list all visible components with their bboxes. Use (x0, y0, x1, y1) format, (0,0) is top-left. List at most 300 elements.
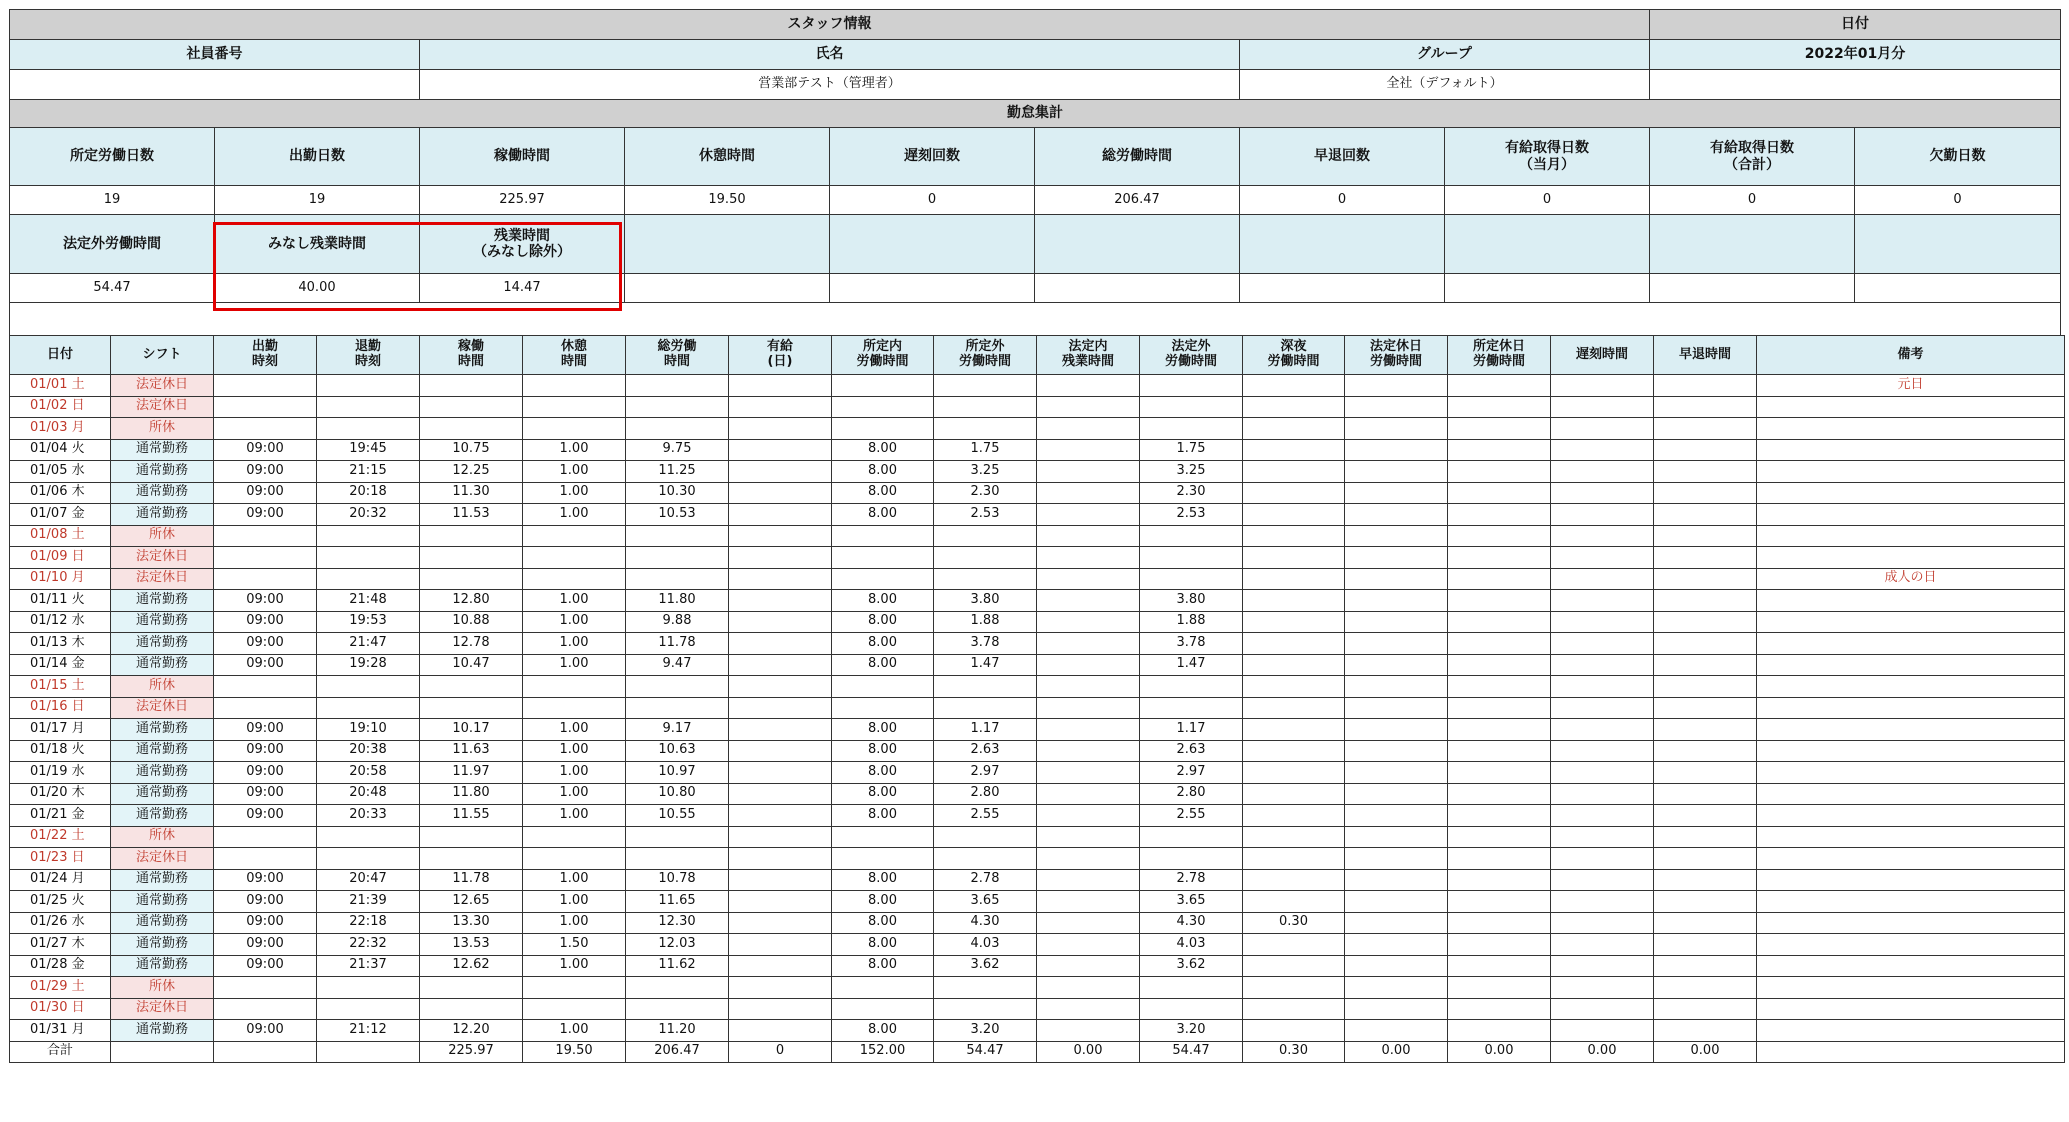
table-row (10, 955, 2065, 977)
late-time-cell (1551, 805, 1654, 827)
night-hours-cell (1243, 676, 1345, 698)
date-cell: 01/02 日 (10, 396, 111, 418)
regular-hours-cell: 8.00 (832, 1020, 934, 1042)
night-hours-cell (1243, 977, 1345, 999)
regular-holiday-hours-cell (1448, 805, 1551, 827)
name-label: 氏名 (420, 40, 1240, 70)
name-value: 営業部テスト（管理者） (420, 70, 1240, 100)
legal-overtime-cell (1037, 805, 1140, 827)
table-row (10, 998, 2065, 1020)
legal-holiday-hours-cell (1345, 396, 1448, 418)
extra-legal-hours-cell: 3.65 (1140, 891, 1243, 913)
clock-in-cell: 09:00 (214, 590, 317, 612)
regular-holiday-hours-cell (1448, 783, 1551, 805)
date-cell: 01/16 日 (10, 697, 111, 719)
night-hours-cell (1243, 547, 1345, 569)
regular-holiday-hours-cell (1448, 998, 1551, 1020)
summary-value: 40.00 (215, 274, 420, 303)
total-hours-cell (626, 697, 729, 719)
late-time-cell (1551, 998, 1654, 1020)
summary-label: 有給取得日数 （当月） (1445, 128, 1650, 186)
date-cell: 01/05 水 (10, 461, 111, 483)
extra-legal-hours-cell: 1.17 (1140, 719, 1243, 741)
extra-legal-hours-cell (1140, 826, 1243, 848)
summary-value: 19 (10, 186, 215, 215)
clock-out-cell: 21:47 (317, 633, 420, 655)
legal-holiday-hours-cell (1345, 676, 1448, 698)
shift-cell: 法定休日 (111, 848, 214, 870)
break-hours-cell (523, 418, 626, 440)
totals-cell: 54.47 (1140, 1041, 1243, 1063)
clock-in-cell (214, 998, 317, 1020)
legal-overtime-cell (1037, 762, 1140, 784)
legal-overtime-cell (1037, 461, 1140, 483)
clock-out-cell (317, 525, 420, 547)
total-hours-cell: 11.62 (626, 955, 729, 977)
early-leave-cell (1654, 762, 1757, 784)
clock-in-cell: 09:00 (214, 805, 317, 827)
non-regular-hours-cell: 1.47 (934, 654, 1037, 676)
legal-holiday-hours-cell (1345, 590, 1448, 612)
shift-cell: 法定休日 (111, 375, 214, 397)
table-row (10, 697, 2065, 719)
break-hours-cell: 1.00 (523, 654, 626, 676)
table-row (10, 547, 2065, 569)
shift-cell: 通常勤務 (111, 504, 214, 526)
regular-holiday-hours-cell (1448, 611, 1551, 633)
clock-in-cell (214, 848, 317, 870)
clock-out-cell: 21:39 (317, 891, 420, 913)
total-hours-cell: 10.78 (626, 869, 729, 891)
extra-legal-hours-cell (1140, 697, 1243, 719)
break-hours-cell (523, 375, 626, 397)
column-header: 退勤 時刻 (317, 336, 420, 375)
regular-hours-cell: 8.00 (832, 461, 934, 483)
shift-cell: 通常勤務 (111, 955, 214, 977)
summary-value: 0 (1650, 186, 1855, 215)
legal-holiday-hours-cell (1345, 998, 1448, 1020)
late-time-cell (1551, 783, 1654, 805)
summary-label: みなし残業時間 (215, 215, 420, 274)
night-hours-cell (1243, 504, 1345, 526)
regular-holiday-hours-cell (1448, 418, 1551, 440)
legal-overtime-cell (1037, 547, 1140, 569)
late-time-cell (1551, 848, 1654, 870)
date-cell: 01/29 土 (10, 977, 111, 999)
legal-overtime-cell (1037, 482, 1140, 504)
legal-overtime-cell (1037, 740, 1140, 762)
table-row (10, 525, 2065, 547)
legal-holiday-hours-cell (1345, 891, 1448, 913)
clock-out-cell: 20:38 (317, 740, 420, 762)
legal-holiday-hours-cell (1345, 439, 1448, 461)
early-leave-cell (1654, 676, 1757, 698)
shift-cell: 所休 (111, 525, 214, 547)
break-hours-cell: 1.00 (523, 955, 626, 977)
legal-overtime-cell (1037, 891, 1140, 913)
break-hours-cell: 1.00 (523, 439, 626, 461)
note-cell (1757, 611, 2065, 633)
column-header: 法定外 労働時間 (1140, 336, 1243, 375)
clock-out-cell (317, 676, 420, 698)
regular-hours-cell: 8.00 (832, 482, 934, 504)
date-cell: 01/10 月 (10, 568, 111, 590)
legal-overtime-cell (1037, 955, 1140, 977)
note-cell (1757, 654, 2065, 676)
legal-holiday-hours-cell (1345, 740, 1448, 762)
night-hours-cell (1243, 525, 1345, 547)
break-hours-cell: 1.00 (523, 912, 626, 934)
note-cell (1757, 955, 2065, 977)
extra-legal-hours-cell (1140, 396, 1243, 418)
note-cell (1757, 719, 2065, 741)
column-header: 出勤 時刻 (214, 336, 317, 375)
summary-value: 0 (830, 186, 1035, 215)
employee-no-label: 社員番号 (10, 40, 420, 70)
summary-label-empty (1445, 215, 1650, 274)
date-cell: 01/23 日 (10, 848, 111, 870)
column-header: 有給 (日) (729, 336, 832, 375)
break-hours-cell (523, 396, 626, 418)
early-leave-cell (1654, 912, 1757, 934)
non-regular-hours-cell: 2.63 (934, 740, 1037, 762)
early-leave-cell (1654, 783, 1757, 805)
break-hours-cell: 1.00 (523, 611, 626, 633)
regular-holiday-hours-cell (1448, 375, 1551, 397)
regular-holiday-hours-cell (1448, 697, 1551, 719)
clock-out-cell: 19:10 (317, 719, 420, 741)
clock-in-cell: 09:00 (214, 869, 317, 891)
regular-holiday-hours-cell (1448, 525, 1551, 547)
clock-out-cell: 20:18 (317, 482, 420, 504)
legal-holiday-hours-cell (1345, 719, 1448, 741)
legal-overtime-cell (1037, 719, 1140, 741)
table-row (10, 568, 2065, 590)
table-row (10, 891, 2065, 913)
clock-out-cell: 21:37 (317, 955, 420, 977)
work-hours-cell: 11.30 (420, 482, 523, 504)
note-cell (1757, 740, 2065, 762)
date-cell: 01/14 金 (10, 654, 111, 676)
paid-leave-cell (729, 934, 832, 956)
legal-holiday-hours-cell (1345, 375, 1448, 397)
shift-cell: 通常勤務 (111, 783, 214, 805)
clock-out-cell: 22:18 (317, 912, 420, 934)
date-title: 日付 (1650, 10, 2061, 40)
clock-out-cell: 20:48 (317, 783, 420, 805)
work-hours-cell: 10.75 (420, 439, 523, 461)
shift-cell: 法定休日 (111, 547, 214, 569)
late-time-cell (1551, 375, 1654, 397)
regular-hours-cell (832, 547, 934, 569)
table-row (10, 633, 2065, 655)
break-hours-cell (523, 547, 626, 569)
clock-in-cell: 09:00 (214, 762, 317, 784)
note-cell (1757, 418, 2065, 440)
note-cell (1757, 869, 2065, 891)
date-cell: 01/11 火 (10, 590, 111, 612)
clock-out-cell (317, 375, 420, 397)
summary-label: 早退回数 (1240, 128, 1445, 186)
summary-label: 稼働時間 (420, 128, 625, 186)
night-hours-cell (1243, 633, 1345, 655)
non-regular-hours-cell: 2.80 (934, 783, 1037, 805)
legal-overtime-cell (1037, 934, 1140, 956)
legal-overtime-cell (1037, 396, 1140, 418)
early-leave-cell (1654, 805, 1757, 827)
legal-holiday-hours-cell (1345, 977, 1448, 999)
date-cell: 01/24 月 (10, 869, 111, 891)
night-hours-cell (1243, 934, 1345, 956)
shift-cell: 通常勤務 (111, 482, 214, 504)
summary-title: 勤怠集計 (10, 100, 2061, 128)
night-hours-cell (1243, 654, 1345, 676)
legal-holiday-hours-cell (1345, 934, 1448, 956)
clock-out-cell (317, 396, 420, 418)
work-hours-cell (420, 525, 523, 547)
column-header: 遅刻時間 (1551, 336, 1654, 375)
regular-hours-cell: 8.00 (832, 891, 934, 913)
regular-hours-cell (832, 848, 934, 870)
paid-leave-cell (729, 869, 832, 891)
night-hours-cell (1243, 762, 1345, 784)
legal-overtime-cell (1037, 611, 1140, 633)
early-leave-cell (1654, 955, 1757, 977)
late-time-cell (1551, 826, 1654, 848)
legal-overtime-cell (1037, 418, 1140, 440)
early-leave-cell (1654, 611, 1757, 633)
break-hours-cell: 1.00 (523, 461, 626, 483)
work-hours-cell (420, 826, 523, 848)
work-hours-cell: 10.47 (420, 654, 523, 676)
clock-in-cell: 09:00 (214, 461, 317, 483)
column-header: 所定外 労働時間 (934, 336, 1037, 375)
summary-label: 総労働時間 (1035, 128, 1240, 186)
late-time-cell (1551, 482, 1654, 504)
paid-leave-cell (729, 977, 832, 999)
totals-cell: 0.00 (1448, 1041, 1551, 1063)
table-row (10, 1020, 2065, 1042)
totals-cell: 0 (729, 1041, 832, 1063)
regular-hours-cell (832, 525, 934, 547)
paid-leave-cell (729, 482, 832, 504)
summary-value (1240, 274, 1445, 303)
late-time-cell (1551, 654, 1654, 676)
column-header: 休憩 時間 (523, 336, 626, 375)
regular-holiday-hours-cell (1448, 439, 1551, 461)
note-cell (1757, 396, 2065, 418)
date-cell: 01/25 火 (10, 891, 111, 913)
note-cell: 元日 (1757, 375, 2065, 397)
total-hours-cell (626, 396, 729, 418)
shift-cell: 法定休日 (111, 998, 214, 1020)
clock-out-cell: 20:47 (317, 869, 420, 891)
legal-holiday-hours-cell (1345, 762, 1448, 784)
shift-cell: 通常勤務 (111, 719, 214, 741)
regular-holiday-hours-cell (1448, 955, 1551, 977)
group-label: グループ (1240, 40, 1650, 70)
shift-cell: 法定休日 (111, 568, 214, 590)
summary-label-empty (1855, 215, 2061, 274)
night-hours-cell (1243, 891, 1345, 913)
legal-holiday-hours-cell (1345, 547, 1448, 569)
summary-value (1445, 274, 1650, 303)
date-cell: 01/18 火 (10, 740, 111, 762)
total-hours-cell: 9.47 (626, 654, 729, 676)
note-cell (1757, 805, 2065, 827)
work-hours-cell (420, 396, 523, 418)
regular-hours-cell (832, 418, 934, 440)
regular-hours-cell: 8.00 (832, 783, 934, 805)
clock-in-cell: 09:00 (214, 504, 317, 526)
paid-leave-cell (729, 719, 832, 741)
work-hours-cell (420, 547, 523, 569)
legal-overtime-cell (1037, 633, 1140, 655)
note-cell (1757, 439, 2065, 461)
break-hours-cell (523, 525, 626, 547)
totals-cell: 225.97 (420, 1041, 523, 1063)
extra-legal-hours-cell: 2.30 (1140, 482, 1243, 504)
work-hours-cell: 13.30 (420, 912, 523, 934)
clock-in-cell (214, 568, 317, 590)
regular-hours-cell: 8.00 (832, 439, 934, 461)
date-cell: 01/01 土 (10, 375, 111, 397)
paid-leave-cell (729, 783, 832, 805)
note-cell (1757, 848, 2065, 870)
column-header: 深夜 労働時間 (1243, 336, 1345, 375)
legal-holiday-hours-cell (1345, 848, 1448, 870)
legal-holiday-hours-cell (1345, 805, 1448, 827)
legal-overtime-cell (1037, 676, 1140, 698)
column-header: 総労働 時間 (626, 336, 729, 375)
night-hours-cell (1243, 482, 1345, 504)
extra-legal-hours-cell: 2.63 (1140, 740, 1243, 762)
date-cell: 01/30 日 (10, 998, 111, 1020)
night-hours-cell: 0.30 (1243, 912, 1345, 934)
summary-value (625, 274, 830, 303)
clock-in-cell: 09:00 (214, 654, 317, 676)
extra-legal-hours-cell: 3.25 (1140, 461, 1243, 483)
regular-hours-cell: 8.00 (832, 719, 934, 741)
work-hours-cell (420, 998, 523, 1020)
non-regular-hours-cell: 3.62 (934, 955, 1037, 977)
totals-cell: 0.30 (1243, 1041, 1345, 1063)
non-regular-hours-cell (934, 525, 1037, 547)
extra-legal-hours-cell (1140, 375, 1243, 397)
break-hours-cell (523, 998, 626, 1020)
total-hours-cell (626, 826, 729, 848)
clock-in-cell: 09:00 (214, 633, 317, 655)
paid-leave-cell (729, 848, 832, 870)
totals-label: 合計 (10, 1041, 111, 1063)
break-hours-cell (523, 697, 626, 719)
extra-legal-hours-cell: 2.55 (1140, 805, 1243, 827)
summary-value: 0 (1855, 186, 2061, 215)
date-cell: 01/22 土 (10, 826, 111, 848)
summary-label-empty (625, 215, 830, 274)
regular-holiday-hours-cell (1448, 934, 1551, 956)
regular-holiday-hours-cell (1448, 396, 1551, 418)
summary-label: 有給取得日数 （合計） (1650, 128, 1855, 186)
late-time-cell (1551, 977, 1654, 999)
non-regular-hours-cell (934, 998, 1037, 1020)
summary-value (1035, 274, 1240, 303)
extra-legal-hours-cell: 2.80 (1140, 783, 1243, 805)
night-hours-cell (1243, 611, 1345, 633)
summary-label: 出勤日数 (215, 128, 420, 186)
summary-value (830, 274, 1035, 303)
note-cell (1757, 826, 2065, 848)
summary-value: 0 (1445, 186, 1650, 215)
column-header: 稼働 時間 (420, 336, 523, 375)
legal-holiday-hours-cell (1345, 869, 1448, 891)
legal-holiday-hours-cell (1345, 1020, 1448, 1042)
summary-value (1650, 274, 1855, 303)
work-hours-cell (420, 568, 523, 590)
break-hours-cell: 1.00 (523, 504, 626, 526)
date-cell: 01/20 木 (10, 783, 111, 805)
break-hours-cell: 1.00 (523, 783, 626, 805)
early-leave-cell (1654, 439, 1757, 461)
period-value: 2022年01月分 (1650, 40, 2061, 70)
shift-cell: 所休 (111, 826, 214, 848)
paid-leave-cell (729, 375, 832, 397)
shift-cell: 通常勤務 (111, 611, 214, 633)
clock-out-cell (317, 826, 420, 848)
date-cell: 01/07 金 (10, 504, 111, 526)
late-time-cell (1551, 525, 1654, 547)
non-regular-hours-cell (934, 396, 1037, 418)
paid-leave-cell (729, 525, 832, 547)
regular-hours-cell: 8.00 (832, 934, 934, 956)
regular-holiday-hours-cell (1448, 719, 1551, 741)
total-hours-cell (626, 525, 729, 547)
note-cell (1757, 912, 2065, 934)
paid-leave-cell (729, 590, 832, 612)
total-hours-cell: 11.20 (626, 1020, 729, 1042)
clock-in-cell: 09:00 (214, 482, 317, 504)
regular-hours-cell: 8.00 (832, 740, 934, 762)
clock-in-cell (214, 977, 317, 999)
work-hours-cell: 13.53 (420, 934, 523, 956)
paid-leave-cell (729, 633, 832, 655)
table-row (10, 783, 2065, 805)
night-hours-cell (1243, 590, 1345, 612)
extra-legal-hours-cell (1140, 676, 1243, 698)
work-hours-cell: 11.63 (420, 740, 523, 762)
summary-label: 法定外労働時間 (10, 215, 215, 274)
extra-legal-hours-cell: 2.97 (1140, 762, 1243, 784)
note-cell (1757, 461, 2065, 483)
night-hours-cell (1243, 805, 1345, 827)
totals-cell: 206.47 (626, 1041, 729, 1063)
late-time-cell (1551, 461, 1654, 483)
table-row (10, 590, 2065, 612)
table-row (10, 461, 2065, 483)
early-leave-cell (1654, 396, 1757, 418)
summary-label: 欠勤日数 (1855, 128, 2061, 186)
date-cell: 01/09 日 (10, 547, 111, 569)
paid-leave-cell (729, 1020, 832, 1042)
table-row (10, 654, 2065, 676)
legal-overtime-cell (1037, 375, 1140, 397)
shift-cell: 通常勤務 (111, 869, 214, 891)
late-time-cell (1551, 547, 1654, 569)
paid-leave-cell (729, 568, 832, 590)
work-hours-cell (420, 697, 523, 719)
non-regular-hours-cell: 2.78 (934, 869, 1037, 891)
date-cell: 01/17 月 (10, 719, 111, 741)
